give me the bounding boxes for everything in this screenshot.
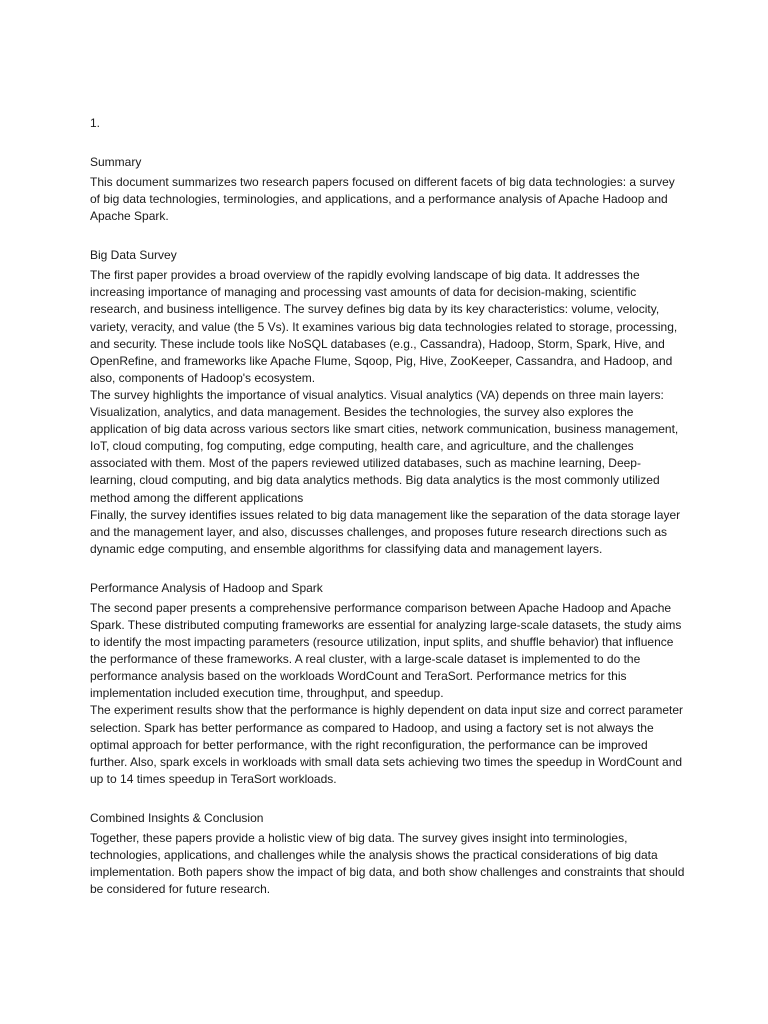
survey-heading: Big Data Survey (90, 248, 177, 263)
section-number: 1. (90, 116, 101, 130)
conclusion-heading: Combined Insights & Conclusion (90, 810, 264, 825)
performance-paragraph-1: The second paper presents a comprehensive performance comparison between Apache Hadoop and Apache Spark. These distributed computing frameworks are essential for analyzing large-scale datasets, the study aims to identify the most impacting parameters (resource utilization, input splits, and shuffle behavior) that influence the performance of these frameworks. A real cluster, with a large-scale dataset is implemented to do the performance analysis based on the workloads WordCount and TeraSort. Performance metrics for this implementation included execution time, throughput, and speedup. (90, 600, 682, 701)
conclusion-section (90, 810, 685, 898)
summary-heading: Summary (90, 155, 142, 169)
performance-section (90, 580, 685, 788)
summary-paragraph: This document summarizes two research papers focused on different facets of big data technologies: a survey of big data technologies, terminologies, and applications, and a performance analysis of Apache Hadoop and Apache Spark. (90, 175, 675, 224)
performance-paragraph-2: The experiment results show that the performance is highly dependent on data input size and correct parameter selection. Spark has better performance as compared to Hadoop, and using a factory set is not always the optimal approach for better performance, with the right reconfiguration, the performance can be improved further. Also, spark excels in workloads with small data sets achieving two times the speedup in WordCount and up to 14 times speedup in TeraSort workloads. (90, 703, 683, 786)
document-page (90, 115, 685, 920)
survey-paragraph-2: The survey highlights the importance of visual analytics. Visual analytics (VA) depends on three main layers: Visualization, analytics, and data management. Besides the technologies, the survey also explores the application of big data across various sectors like smart cities, network communication, business management, IoT, cloud computing, fog computing, edge computing, health care, and agriculture, and the challenges associated with them. Most of the papers reviewed utilized databases, such as machine learning, Deep-learning, cloud computing, and big data analytics methods. Big data analytics is the most commonly utilized method among the different applications (90, 387, 679, 505)
survey-paragraph-1: The first paper provides a broad overview of the rapidly evolving landscape of big data. It addresses the increasing importance of managing and processing vast amounts of data for decision-making, scientific research, and business intelligence. The survey defines big data by its key characteristics: volume, velocity, variety, veracity, and value (the 5 Vs). It examines various big data technologies related to storage, processing, and security. These include tools like NoSQL databases (e.g., Cassandra), Hadoop, Storm, Spark, Hive, and OpenRefine, and frameworks like Apache Flume, Sqoop, Pig, Hive, ZooKeeper, Cassandra, and Hadoop, and also, components of Hadoop's ecosystem. (90, 268, 678, 385)
performance-heading: Performance Analysis of Hadoop and Spark (90, 580, 323, 595)
summary-section (90, 154, 685, 225)
conclusion-paragraph: Together, these papers provide a holistic view of big data. The survey gives insight into terminologies, technologies, applications, and challenges while the analysis shows the practical considerations of big data implementation. Both papers show the impact of big data, and both show challenges and constraints that should be considered for future research. (90, 830, 685, 897)
survey-paragraph-3: Finally, the survey identifies issues related to big data management like the separation of the data storage layer and the management layer, and also, discusses challenges, and proposes future research directions such as dynamic edge computing, and ensemble algorithms for classifying data and management layers. (90, 507, 681, 556)
survey-section (90, 247, 685, 558)
